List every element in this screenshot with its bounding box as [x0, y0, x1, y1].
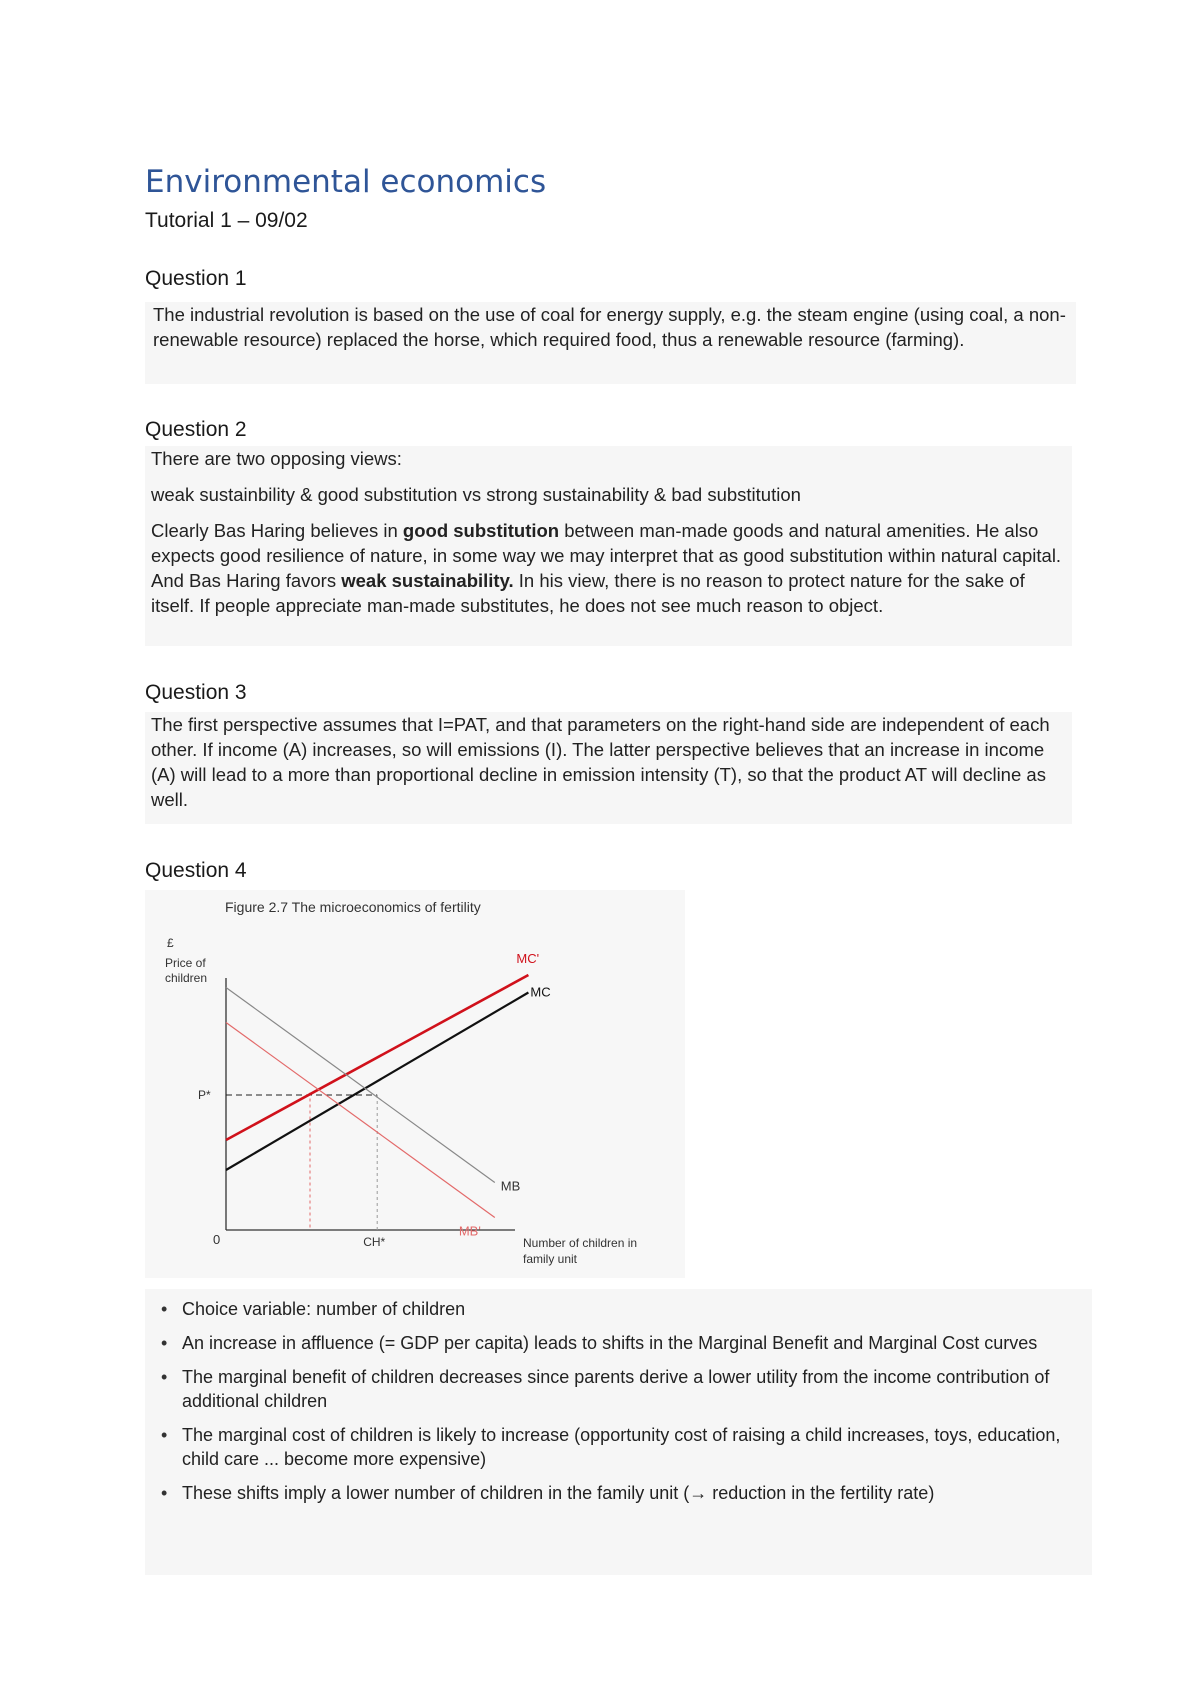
question-2-paragraph	[151, 518, 1066, 618]
question-1-text: The industrial revolution is based on the use of coal for energy supply, e.g. the steam engine (using coal, a non-renewable resource) replaced the horse, which required food, thus a renewable resource (farming).	[153, 304, 1066, 350]
bullet-item: • The marginal benefit of children decreases since parents derive a lower utility from the income contribution of additional children	[161, 1365, 1076, 1413]
q2-text-c: between man-made goods and natural amenities. He also expects good resilience of nature, in some way we may interpret that as good substitution within natural capital. And Bas Haring favors	[151, 520, 1062, 591]
question-1-answer	[145, 302, 1076, 384]
label-mc-prime: MC'	[516, 951, 540, 966]
origin-label: 0	[213, 1232, 221, 1247]
question-3-text: The first perspective assumes that I=PAT, and that parameters on the right-hand side are independent of each other. If income (A) increases, so will emissions (I). The latter perspective believes that an increase in income (A) will lead to a more than proportional decline in emission intensity (T), so that the product AT will decline as well.	[151, 714, 1050, 810]
q2-text-a: Clearly Bas Haring believes in	[151, 520, 403, 541]
bullet-item: • These shifts imply a lower number of children in the family unit (→ reduction in the fertility rate)	[161, 1481, 1076, 1505]
document-subtitle: Tutorial 1 – 09/02	[145, 209, 308, 232]
label-mb: MB	[500, 1178, 521, 1194]
y-axis-label-wrap	[165, 956, 255, 996]
label-mb-prime: MB'	[458, 1223, 481, 1239]
question-4-heading: Question 4	[145, 859, 247, 882]
bullet-item: • An increase in affluence (= GDP per capita) leads to shifts in the Marginal Benefit and Marginal Cost curves	[161, 1331, 1076, 1355]
fertility-chart	[145, 890, 685, 1278]
y-axis-label: Price of children	[165, 956, 208, 985]
question-3-answer	[145, 712, 1072, 824]
question-4-notes	[145, 1289, 1092, 1575]
p-star-label: P*	[198, 1088, 211, 1102]
bullet-item: • Choice variable: number of children	[161, 1297, 1076, 1321]
question-2-heading: Question 2	[145, 418, 247, 441]
question-2-answer	[145, 446, 1072, 646]
q2-good-substitution: good substitution	[402, 520, 560, 541]
currency-label: £	[167, 936, 174, 950]
curve-mb-prime	[226, 1023, 495, 1218]
q2-weak-sustainability: weak sustainability.	[341, 570, 514, 591]
question-2-views: weak sustainbility & good substitution vs strong sustainability & bad substitution	[151, 484, 801, 505]
label-mc: MC	[530, 984, 551, 1000]
ch-star-label: CH*	[363, 1235, 386, 1249]
q2-text-e: In his view, there is no reason to protect nature for the sake of itself. If people appreciate man-made substitutes, he does not see much reason to object.	[151, 570, 1025, 616]
x-axis-label-wrap	[523, 1235, 683, 1275]
question-3-heading: Question 3	[145, 681, 247, 704]
question-2-intro: There are two opposing views:	[151, 448, 402, 469]
fertility-figure	[145, 890, 685, 1278]
chart-title: Figure 2.7 The microeconomics of fertility	[225, 899, 481, 915]
question-4-bullet-list	[161, 1297, 1076, 1505]
question-1-heading: Question 1	[145, 267, 247, 290]
bullet-item: • The marginal cost of children is likely to increase (opportunity cost of raising a child increases, toys, education, child care ... become more expensive)	[161, 1423, 1076, 1471]
curve-labels	[459, 951, 551, 1239]
x-axis-label: Number of children in family unit	[523, 1236, 638, 1266]
document-title: Environmental economics	[145, 164, 547, 200]
